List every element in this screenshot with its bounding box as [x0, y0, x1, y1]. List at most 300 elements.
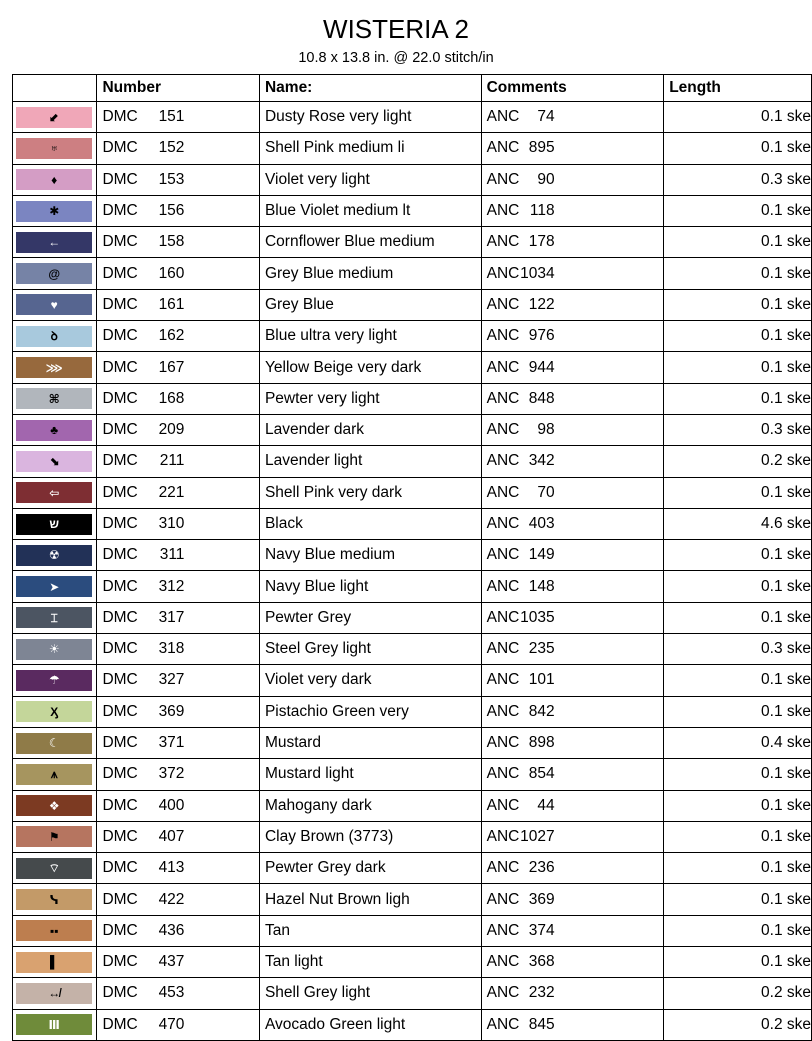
color-swatch	[16, 232, 92, 253]
color-swatch	[16, 263, 92, 284]
table-row	[13, 414, 812, 445]
color-swatch-cell	[13, 133, 97, 164]
thread-length: 0.1 ske	[761, 108, 811, 126]
number-cell	[97, 821, 260, 852]
thread-length: 0.1 ske	[761, 546, 811, 564]
table-row	[13, 727, 812, 758]
stitch-symbol-icon: ⌔	[48, 861, 60, 876]
comments-cell	[481, 289, 664, 320]
thread-length: 0.1 ske	[761, 264, 811, 282]
header-symbol	[13, 75, 97, 102]
number-cell	[97, 790, 260, 821]
table-row	[13, 665, 812, 696]
table-row	[13, 947, 812, 978]
color-swatch-cell	[13, 477, 97, 508]
anchor-number: 149	[528, 546, 555, 564]
comments-cell	[481, 227, 664, 258]
table-row	[13, 853, 812, 884]
anchor-prefix: ANC	[486, 139, 520, 157]
comments-cell	[481, 571, 664, 602]
brand-prefix: DMC	[102, 358, 138, 376]
stitch-symbol-icon: ←	[48, 235, 61, 250]
number-cell	[97, 540, 260, 571]
color-swatch-cell	[13, 446, 97, 477]
thread-name: Grey Blue	[264, 295, 334, 313]
table-row	[13, 915, 812, 946]
brand-prefix: DMC	[102, 827, 138, 845]
name-cell	[259, 133, 481, 164]
color-swatch-cell	[13, 696, 97, 727]
color-swatch	[16, 482, 92, 503]
length-cell	[664, 414, 812, 445]
thread-length: 0.3 ske	[761, 640, 811, 658]
brand-prefix: DMC	[102, 170, 138, 188]
length-cell	[664, 634, 812, 665]
brand-prefix: DMC	[102, 859, 138, 877]
color-swatch-cell	[13, 853, 97, 884]
anchor-prefix: ANC	[486, 483, 520, 501]
color-swatch	[16, 294, 92, 315]
thread-name: Shell Pink medium li	[264, 139, 405, 157]
name-cell	[259, 383, 481, 414]
anchor-number: 101	[528, 671, 555, 689]
length-cell	[664, 540, 812, 571]
color-swatch-cell	[13, 915, 97, 946]
thread-number: 221	[158, 483, 185, 501]
length-cell	[664, 446, 812, 477]
stitch-symbol-icon: Ⅲ	[48, 1017, 60, 1032]
color-swatch	[16, 357, 92, 378]
color-swatch-cell	[13, 383, 97, 414]
name-cell	[259, 947, 481, 978]
thread-number: 437	[158, 953, 185, 971]
stitch-symbol-icon: ♦	[51, 172, 58, 187]
color-swatch	[16, 138, 92, 159]
color-swatch	[16, 420, 92, 441]
length-cell	[664, 102, 812, 133]
color-swatch	[16, 733, 92, 754]
anchor-number: 944	[528, 358, 555, 376]
thread-name: Shell Pink very dark	[264, 483, 402, 501]
thread-length: 0.1 ske	[761, 139, 811, 157]
thread-length: 0.2 ske	[761, 1015, 811, 1033]
stitch-symbol-icon: ☀	[48, 642, 60, 657]
length-cell	[664, 915, 812, 946]
color-swatch-cell	[13, 227, 97, 258]
anchor-prefix: ANC	[486, 796, 520, 814]
name-cell	[259, 1009, 481, 1040]
color-swatch	[16, 1014, 92, 1035]
anchor-prefix: ANC	[486, 921, 520, 939]
thread-length: 0.1 ske	[761, 358, 811, 376]
color-swatch	[16, 639, 92, 660]
brand-prefix: DMC	[102, 515, 138, 532]
brand-prefix: DMC	[102, 233, 138, 251]
thread-length: 0.1 ske	[761, 295, 811, 313]
comments-cell	[481, 133, 664, 164]
brand-prefix: DMC	[102, 295, 138, 313]
thread-length: 0.1 ske	[761, 389, 811, 407]
anchor-number: 1034	[520, 264, 555, 282]
anchor-prefix: ANC	[486, 452, 520, 470]
header-name: Name:	[259, 75, 481, 102]
thread-name: Avocado Green light	[264, 1015, 406, 1033]
anchor-number: 90	[537, 170, 555, 188]
anchor-number: 842	[528, 702, 555, 720]
color-swatch	[16, 169, 92, 190]
length-cell	[664, 383, 812, 414]
color-swatch-cell	[13, 884, 97, 915]
color-swatch	[16, 388, 92, 409]
stitch-symbol-icon: ꝺ	[50, 329, 58, 344]
length-cell	[664, 978, 812, 1009]
number-cell	[97, 665, 260, 696]
color-swatch	[16, 858, 92, 879]
anchor-prefix: ANC	[486, 577, 520, 595]
thread-name: Pewter Grey	[264, 608, 352, 626]
name-cell	[259, 195, 481, 226]
anchor-number: 403	[528, 515, 555, 532]
thread-length: 0.1 ske	[761, 796, 811, 814]
table-row	[13, 258, 812, 289]
number-cell	[97, 727, 260, 758]
color-swatch	[16, 576, 92, 597]
table-row	[13, 195, 812, 226]
table-row	[13, 477, 812, 508]
brand-prefix: DMC	[102, 640, 138, 658]
anchor-prefix: ANC	[486, 702, 520, 720]
anchor-number: 148	[528, 577, 555, 595]
thread-length: 0.4 ske	[761, 734, 811, 752]
comments-cell	[481, 947, 664, 978]
thread-length: 0.1 ske	[761, 577, 811, 595]
thread-length: 0.1 ske	[761, 921, 811, 939]
anchor-prefix: ANC	[486, 295, 520, 313]
thread-length: 0.1 ske	[761, 233, 811, 251]
stitch-symbol-icon: ⌶	[50, 610, 58, 625]
thread-number: 167	[158, 358, 185, 376]
table-row	[13, 321, 812, 352]
color-swatch	[16, 514, 92, 535]
thread-name: Dusty Rose very light	[264, 108, 412, 126]
thread-length: 0.1 ske	[761, 483, 811, 501]
number-cell	[97, 634, 260, 665]
thread-length: 0.1 ske	[761, 702, 811, 720]
name-cell	[259, 227, 481, 258]
stitch-symbol-icon: ♣	[50, 423, 59, 438]
page-title: WISTERIA 2	[323, 14, 469, 44]
thread-length: 0.3 ske	[761, 170, 811, 188]
thread-length: 0.1 ske	[761, 608, 811, 626]
thread-length: 0.3 ske	[761, 421, 811, 439]
thread-number: 209	[158, 421, 185, 439]
anchor-number: 342	[528, 452, 555, 470]
name-cell	[259, 540, 481, 571]
color-swatch	[16, 826, 92, 847]
thread-number: 160	[158, 264, 185, 282]
name-cell	[259, 164, 481, 195]
comments-cell	[481, 759, 664, 790]
name-cell	[259, 602, 481, 633]
color-swatch	[16, 545, 92, 566]
comments-cell	[481, 727, 664, 758]
length-cell	[664, 508, 812, 539]
name-cell	[259, 727, 481, 758]
length-cell	[664, 759, 812, 790]
thread-length: 0.1 ske	[761, 671, 811, 689]
table-row	[13, 884, 812, 915]
color-swatch	[16, 107, 92, 128]
stitch-symbol-icon: ☂	[48, 673, 60, 688]
name-cell	[259, 915, 481, 946]
number-cell	[97, 759, 260, 790]
table-row	[13, 227, 812, 258]
stitch-symbol-icon: ♅	[49, 141, 59, 156]
thread-number: 470	[158, 1015, 185, 1033]
stitch-symbol-icon: ▪▪	[49, 923, 59, 938]
brand-prefix: DMC	[102, 608, 138, 626]
stitch-symbol-icon: ⋙	[45, 360, 63, 375]
anchor-prefix: ANC	[486, 859, 520, 877]
color-swatch-cell	[13, 352, 97, 383]
thread-number: 168	[158, 389, 185, 407]
brand-prefix: DMC	[102, 953, 138, 971]
thread-number: 422	[158, 890, 185, 908]
anchor-prefix: ANC	[486, 608, 520, 626]
thread-number: 312	[158, 577, 185, 595]
thread-number: 400	[158, 796, 185, 814]
brand-prefix: DMC	[102, 327, 138, 345]
table-row	[13, 383, 812, 414]
length-cell	[664, 258, 812, 289]
anchor-prefix: ANC	[486, 170, 520, 188]
anchor-prefix: ANC	[486, 734, 520, 752]
comments-cell	[481, 321, 664, 352]
stitch-symbol-icon: ⬋	[49, 110, 60, 125]
table-row	[13, 790, 812, 821]
color-swatch	[16, 764, 92, 785]
brand-prefix: DMC	[102, 671, 138, 689]
color-swatch	[16, 670, 92, 691]
brand-prefix: DMC	[102, 890, 138, 908]
name-cell	[259, 508, 481, 539]
comments-cell	[481, 195, 664, 226]
table-row	[13, 102, 812, 133]
brand-prefix: DMC	[102, 796, 138, 814]
name-cell	[259, 289, 481, 320]
comments-cell	[481, 258, 664, 289]
anchor-prefix: ANC	[486, 515, 520, 532]
name-cell	[259, 665, 481, 696]
table-row	[13, 289, 812, 320]
thread-number: 153	[158, 170, 185, 188]
thread-legend-table	[12, 74, 812, 1041]
anchor-prefix: ANC	[486, 327, 520, 345]
anchor-prefix: ANC	[486, 358, 520, 376]
name-cell	[259, 352, 481, 383]
table-row	[13, 634, 812, 665]
thread-name: Clay Brown (3773)	[264, 827, 394, 845]
length-cell	[664, 727, 812, 758]
anchor-number: 98	[537, 421, 555, 439]
anchor-prefix: ANC	[486, 421, 520, 439]
thread-name: Hazel Nut Brown ligh	[264, 890, 410, 908]
anchor-number: 976	[528, 327, 555, 345]
brand-prefix: DMC	[102, 108, 138, 126]
thread-name: Pistachio Green very	[264, 702, 409, 720]
color-swatch-cell	[13, 1009, 97, 1040]
number-cell	[97, 602, 260, 633]
color-swatch-cell	[13, 258, 97, 289]
name-cell	[259, 414, 481, 445]
comments-cell	[481, 540, 664, 571]
stitch-symbol-icon: ⩚	[50, 767, 58, 782]
thread-length: 0.2 ske	[761, 984, 811, 1002]
thread-name: Blue Violet medium lt	[264, 202, 411, 220]
table-row	[13, 602, 812, 633]
thread-name: Navy Blue light	[264, 577, 369, 595]
color-swatch-cell	[13, 727, 97, 758]
number-cell	[97, 289, 260, 320]
thread-name: Violet very dark	[264, 671, 372, 689]
anchor-prefix: ANC	[486, 640, 520, 658]
thread-length: 0.1 ske	[761, 890, 811, 908]
header-row	[13, 75, 812, 102]
stitch-symbol-icon: ☾	[48, 736, 60, 751]
table-row	[13, 759, 812, 790]
anchor-prefix: ANC	[486, 233, 520, 251]
thread-name: Lavender light	[264, 452, 363, 470]
name-cell	[259, 759, 481, 790]
table-row	[13, 164, 812, 195]
thread-name: Cornflower Blue medium	[264, 233, 435, 251]
length-cell	[664, 571, 812, 602]
number-cell	[97, 227, 260, 258]
thread-name: Pewter very light	[264, 389, 380, 407]
color-swatch-cell	[13, 321, 97, 352]
thread-number: 211	[159, 452, 185, 470]
anchor-number: 232	[528, 984, 555, 1002]
thread-name: Shell Grey light	[264, 984, 371, 1002]
brand-prefix: DMC	[102, 421, 138, 439]
comments-cell	[481, 477, 664, 508]
brand-prefix: DMC	[102, 765, 138, 783]
comments-cell	[481, 1009, 664, 1040]
name-cell	[259, 821, 481, 852]
length-cell	[664, 602, 812, 633]
thread-name: Mahogany dark	[264, 796, 372, 814]
color-swatch	[16, 983, 92, 1004]
color-swatch	[16, 451, 92, 472]
name-cell	[259, 258, 481, 289]
length-cell	[664, 352, 812, 383]
thread-number: 372	[158, 765, 185, 783]
anchor-prefix: ANC	[486, 389, 520, 407]
header-length: Length	[664, 75, 812, 102]
thread-number: 311	[159, 546, 185, 564]
stitch-symbol-icon: ↮	[48, 986, 61, 1001]
thread-name: Steel Grey light	[264, 640, 371, 658]
thread-name: Mustard light	[264, 765, 354, 783]
name-cell	[259, 634, 481, 665]
color-swatch-cell	[13, 821, 97, 852]
anchor-number: 368	[528, 953, 555, 971]
color-swatch-cell	[13, 634, 97, 665]
anchor-number: 854	[528, 765, 555, 783]
comments-cell	[481, 634, 664, 665]
color-swatch	[16, 326, 92, 347]
thread-number: 413	[158, 859, 185, 877]
name-cell	[259, 978, 481, 1009]
stitch-symbol-icon: ♥	[50, 297, 58, 312]
thread-length: 0.1 ske	[761, 327, 811, 345]
comments-cell	[481, 352, 664, 383]
color-swatch	[16, 201, 92, 222]
thread-name: Navy Blue medium	[264, 546, 396, 564]
name-cell	[259, 790, 481, 821]
anchor-prefix: ANC	[486, 108, 520, 126]
number-cell	[97, 1009, 260, 1040]
thread-number: 156	[158, 202, 185, 220]
color-swatch-cell	[13, 195, 97, 226]
name-cell	[259, 884, 481, 915]
header-comments: Comments	[481, 75, 664, 102]
anchor-prefix: ANC	[486, 202, 520, 220]
number-cell	[97, 915, 260, 946]
number-cell	[97, 947, 260, 978]
length-cell	[664, 164, 812, 195]
anchor-number: 369	[528, 890, 555, 908]
brand-prefix: DMC	[102, 577, 138, 595]
anchor-number: 895	[528, 139, 555, 157]
brand-prefix: DMC	[102, 452, 138, 470]
stitch-symbol-icon: ⌘	[48, 391, 60, 406]
anchor-prefix: ANC	[486, 953, 520, 971]
thread-name: Lavender dark	[264, 421, 365, 439]
page-subtitle: 10.8 x 13.8 in. @ 22.0 stitch/in	[298, 50, 494, 66]
anchor-number: 44	[537, 796, 555, 814]
anchor-number: 1035	[520, 608, 555, 626]
number-cell	[97, 352, 260, 383]
comments-cell	[481, 164, 664, 195]
number-cell	[97, 258, 260, 289]
brand-prefix: DMC	[102, 202, 138, 220]
length-cell	[664, 696, 812, 727]
anchor-number: 848	[528, 389, 555, 407]
thread-number: 161	[158, 295, 185, 313]
stitch-symbol-icon: ⚑	[48, 829, 60, 844]
stitch-symbol-icon: ❖	[48, 798, 60, 813]
thread-number: 318	[158, 640, 185, 658]
table-row	[13, 508, 812, 539]
stitch-symbol-icon: ☢	[48, 548, 60, 563]
color-swatch-cell	[13, 571, 97, 602]
comments-cell	[481, 508, 664, 539]
thread-name: Pewter Grey dark	[264, 859, 386, 877]
color-swatch	[16, 920, 92, 941]
number-cell	[97, 853, 260, 884]
color-swatch	[16, 607, 92, 628]
thread-number: 369	[158, 702, 185, 720]
comments-cell	[481, 383, 664, 414]
color-swatch-cell	[13, 790, 97, 821]
length-cell	[664, 1009, 812, 1040]
number-cell	[97, 884, 260, 915]
comments-cell	[481, 915, 664, 946]
anchor-number: 178	[528, 233, 555, 251]
anchor-number: 236	[528, 859, 555, 877]
anchor-prefix: ANC	[486, 984, 520, 1002]
